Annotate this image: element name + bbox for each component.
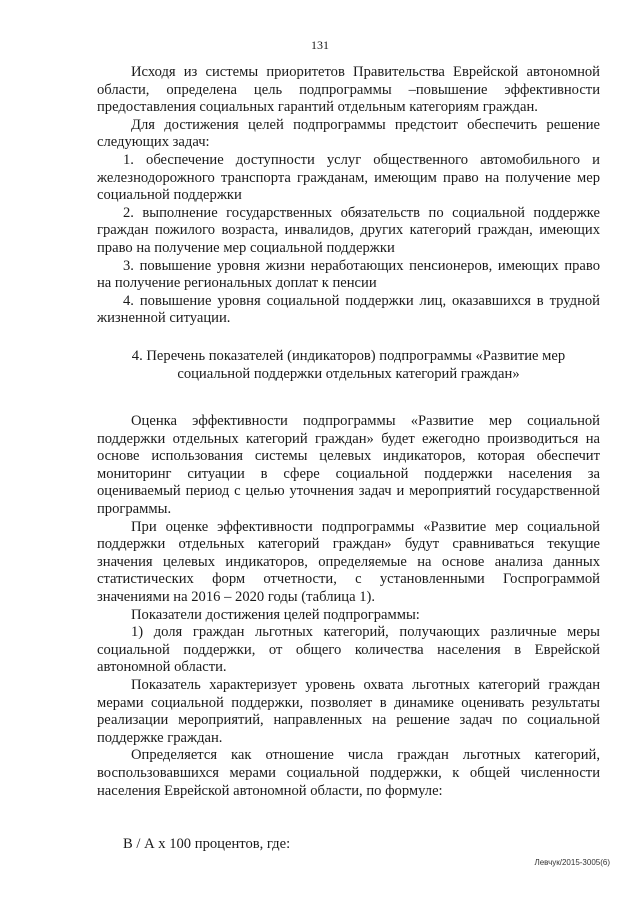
paragraph-comparison: При оценке эффективности подпрограммы «Развитие мер социальной поддержки отдельных категорий граждан» будут сравниваться текущие значения целевых индикаторов, определяемые на основе анализа данных статистических форм отчетности, с установленными Госпрограммой значениями на 2016 – 2020 годы (таблица 1). bbox=[97, 518, 600, 606]
document-body bbox=[97, 64, 600, 854]
paragraph-evaluation: Оценка эффективности подпрограммы «Развитие мер социальной поддержки отдельных категорий граждан» будет ежегодно производиться на основе использования системы целевых индикаторов, которая обеспечит мониторинг ситуации в сфере социальной поддержки населения за оцениваемый период с целью уточнения задач и мероприятий государственной программы. bbox=[97, 413, 600, 518]
paragraph-task-4: 4. повышение уровня социальной поддержки лиц, оказавшихся в трудной жизненной ситуации. bbox=[97, 292, 600, 327]
paragraph-task-1: 1. обеспечение доступности услуг общественного автомобильного и железнодорожного транспорта гражданам, имеющим право на получение мер социальной поддержки bbox=[97, 151, 600, 204]
page-number: 131 bbox=[311, 38, 329, 52]
paragraph-indicators-intro: Показатели достижения целей подпрограммы: bbox=[131, 606, 420, 623]
paragraph-task-3: 3. повышение уровня жизни неработающих пенсионеров, имеющих право на получение региональных доплат к пенсии bbox=[97, 257, 600, 292]
paragraph-indicator-1: 1) доля граждан льготных категорий, получающих различные меры социальной поддержки, от общего количества населения в Еврейской автономной области. bbox=[97, 624, 600, 676]
paragraph-goal: Исходя из системы приоритетов Правительства Еврейской автономной области, определена цель подпрограммы –повышение эффективности предоставления социальных гарантий отдельным категориям граждан. bbox=[97, 64, 600, 116]
paragraph-definition: Определяется как отношение числа граждан льготных категорий, воспользовавшихся мерами социальной поддержки, к общей численности населения Еврейской автономной области, по формуле: bbox=[97, 747, 600, 799]
paragraph-coverage: Показатель характеризует уровень охвата льготных категорий граждан мерами социальной поддержки, позволяет в динамике оценивать результаты реализации мероприятий, направленных на решение задач по социальной поддержке граждан. bbox=[97, 677, 600, 746]
paragraph-task-2: 2. выполнение государственных обязательств по социальной поддержке граждан пожилого возраста, инвалидов, других категорий граждан, имеющих право на получение мер социальной поддержки bbox=[97, 204, 600, 256]
footer-document-code: Левчук/2015-3005(6) bbox=[534, 858, 610, 867]
paragraph-tasks-intro: Для достижения целей подпрограммы предстоит обеспечить решение следующих задач: bbox=[97, 116, 600, 151]
section-heading: 4. Перечень показателей (индикаторов) подпрограммы «Развитие мер социальной поддержки отдельных категорий граждан» bbox=[131, 347, 566, 382]
formula-line: В / А х 100 процентов, где: bbox=[123, 836, 291, 853]
